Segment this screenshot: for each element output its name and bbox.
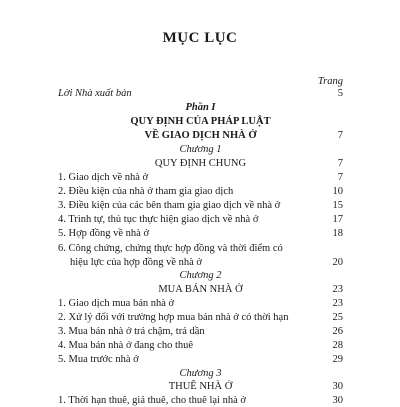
entry-page: 7	[337, 172, 343, 183]
entry-text: 2. Điều kiện của nhà ở tham gia giao dịch	[58, 186, 234, 197]
part-title-line2: VỀ GIAO DỊCH NHÀ Ở	[144, 130, 257, 141]
entry-page: 26	[332, 326, 343, 337]
entry-page: 23	[332, 284, 343, 295]
entry-page: 5	[337, 88, 343, 99]
entry-text: 2. Xử lý đối với trường hợp mua bán nhà ở có thời hạn	[58, 312, 289, 323]
chapter-label: Chương 2	[179, 270, 222, 281]
entry-text: 4. Mua bán nhà ở đang cho thuê	[58, 340, 194, 351]
entry-page: 25	[332, 312, 343, 323]
entry-text: 3. Mua bán nhà ở trả chậm, trả dần	[58, 326, 205, 337]
entry-page: 18	[332, 228, 343, 239]
entry-page: 7	[337, 158, 343, 169]
entry-text: 1. Thời hạn thuê, giá thuê, cho thuê lại nhà ở	[58, 395, 246, 406]
chapter-label: Chương 3	[179, 368, 222, 379]
entry-text: 5. Mua trước nhà ở	[58, 354, 139, 365]
entry-page: 17	[332, 214, 343, 225]
entry-text: Lời Nhà xuất bản	[58, 88, 132, 99]
part-label: Phần I	[185, 102, 216, 113]
entry-text: 6. Công chứng, chứng thực hợp đồng và thời điểm có	[58, 243, 283, 254]
chapter-label: Chương 1	[179, 144, 222, 155]
chapter-title: QUY ĐỊNH CHUNG	[154, 158, 247, 169]
entry-text: 4. Trình tự, thủ tục thực hiện giao dịch về nhà ở	[58, 214, 259, 225]
entry-page: 30	[332, 395, 343, 406]
entry-page: 28	[332, 340, 343, 351]
entry-page: 10	[332, 186, 343, 197]
entry-text: 5. Hợp đồng về nhà ở	[58, 228, 150, 239]
chapter-title: THUÊ NHÀ Ở	[168, 381, 233, 392]
entry-page: 15	[332, 200, 343, 211]
entry-page: 29	[332, 354, 343, 365]
page-column-label: Trang	[317, 76, 343, 87]
chapter-title: MUA BÁN NHÀ Ở	[158, 284, 243, 295]
page-title: MỤC LỤC	[162, 30, 238, 46]
entry-page: 23	[332, 298, 343, 309]
entry-page: 7	[337, 130, 343, 141]
entry-text: 1. Giao dịch mua bán nhà ở	[58, 298, 175, 309]
entry-page: 20	[332, 257, 343, 268]
entry-text: 1. Giao dịch về nhà ở	[58, 172, 149, 183]
entry-text: 3. Điều kiện của các bên tham gia giao dịch về nhà ở	[58, 200, 281, 211]
entry-page: 30	[332, 381, 343, 392]
entry-text-continued: hiệu lực của hợp đồng về nhà ở	[70, 257, 202, 268]
part-title-line1: QUY ĐỊNH CỦA PHÁP LUẬT	[130, 116, 271, 127]
